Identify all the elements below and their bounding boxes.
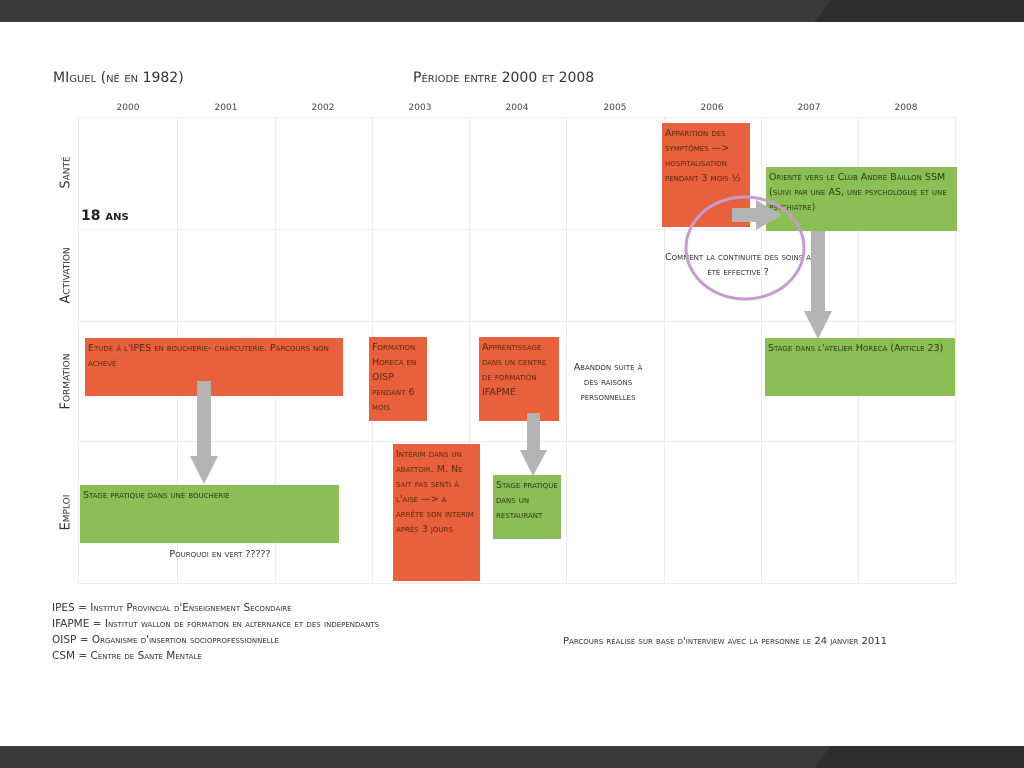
event-apprentissage-ifapme: Apprentissage dans un centre de formation IFAPME — [479, 337, 559, 421]
row-label-emploi: Emploi — [58, 494, 74, 531]
row-label-sante: Santé — [58, 156, 74, 189]
row-label-formation: Formation — [58, 353, 74, 410]
event-oriente-club: Orienté vers le Club André Baillon SSM (suivi par une AS, une psychologue et une psychiatre) — [766, 167, 957, 231]
year-label: 2004 — [505, 103, 529, 113]
year-label: 2007 — [797, 103, 821, 113]
subject-title: MIguel (né en 1982) — [53, 70, 184, 86]
annotation-continuite-soins: Comment la continuité des soins a été effective ? — [665, 252, 811, 278]
event-abandon: Abandon suite à des raisons personnelles — [573, 362, 643, 403]
annotation-pourquoi-vert: Pourquoi en vert ????? — [169, 549, 271, 560]
year-label: 2008 — [894, 103, 918, 113]
event-etude-ipes: Etude à l'IPES en boucherie- charcuterie. Parcours non achevé — [85, 338, 343, 396]
row-label-activation: Activation — [58, 247, 74, 304]
legend-ipes: IPES = Institut Provincial d'Enseignement Secondaire — [52, 602, 292, 614]
year-label: 2001 — [214, 103, 238, 113]
event-formation-horeca: Formation Horeca en OISP pendant 6 mois — [369, 337, 427, 421]
event-stage-restaurant: Stage pratique dans un restaurant — [493, 475, 561, 539]
year-label: 2003 — [408, 103, 432, 113]
year-label: 2006 — [700, 103, 724, 113]
year-label: 2005 — [603, 103, 627, 113]
source-note: Parcours réalisé sur base d'interview avec la personne le 24 janvier 2011 — [563, 636, 887, 647]
legend-ifapme: IFAPME = Institut wallon de formation en alternance et des indépendants — [52, 618, 380, 630]
year-label: 2000 — [116, 103, 140, 113]
event-apparition-symptomes: Apparition des symptômes —> hospitalisation pendant 3 mois ½ — [662, 123, 750, 227]
event-stage-atelier-horeca: Stage dans l'atelier Horeca (Article 23) — [765, 338, 955, 396]
event-stage-boucherie: Stage pratique dans une boucherie — [80, 485, 339, 543]
arrow-ipes-to-stage — [190, 381, 218, 484]
year-label: 2002 — [311, 103, 335, 113]
age-marker: 18 ans — [81, 208, 129, 224]
arrow-ifapme-to-restaurant — [520, 413, 547, 476]
legend-oisp: OISP = Organisme d'insertion socioprofessionnelle — [52, 634, 279, 646]
event-interim-abattoir: Intérim dans un abattoir. M. Ne sait pas senti à l'aise —> a arrêté son intérim après 3 jours — [393, 444, 480, 581]
bottom-frame-bar — [0, 746, 1024, 768]
arrow-sante-to-atelier — [804, 231, 832, 339]
period-title: Période entre 2000 et 2008 — [413, 70, 595, 86]
legend-csm: CSM = Centre de Santé Mentale — [52, 650, 202, 662]
